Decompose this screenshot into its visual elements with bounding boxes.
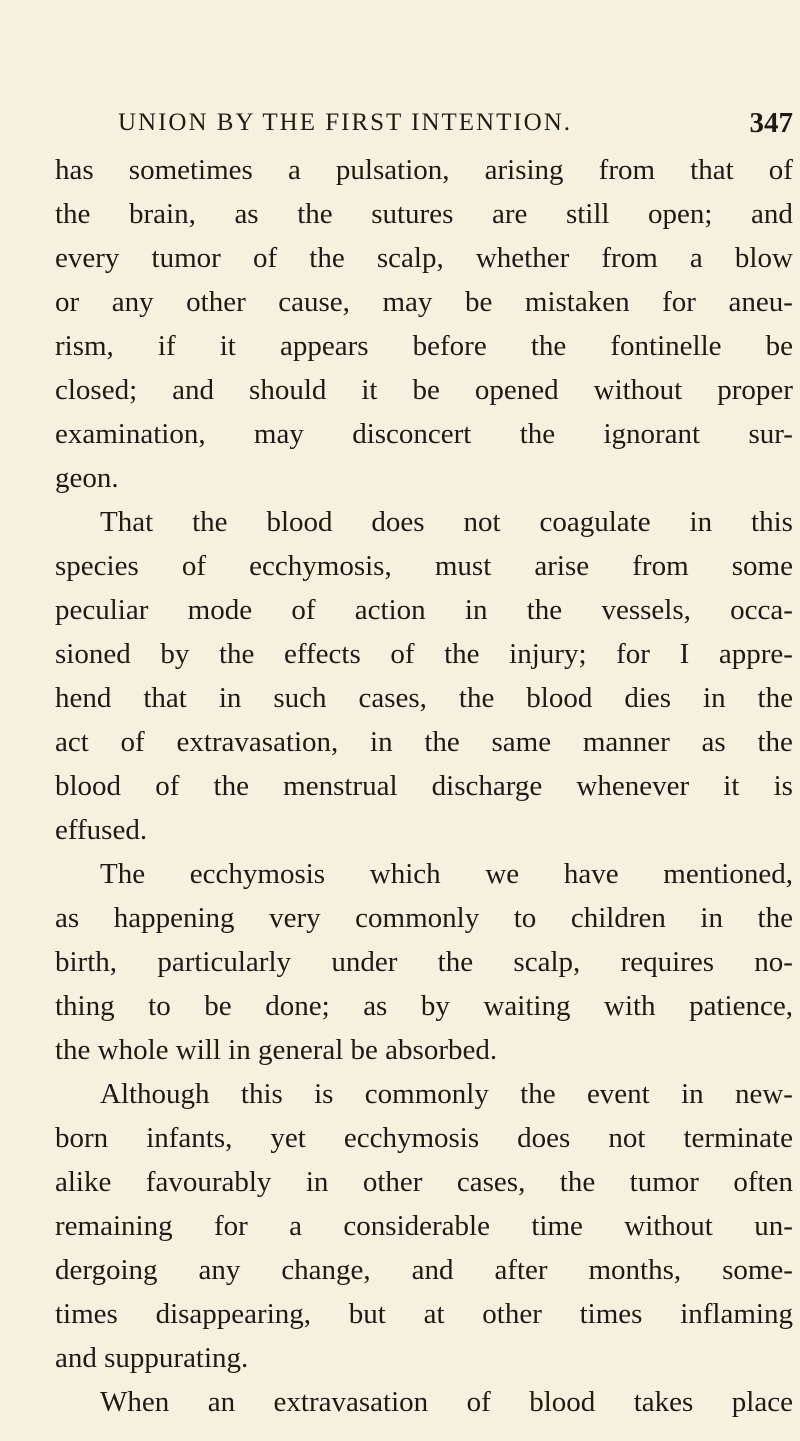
word: is [773, 770, 793, 802]
word: with [604, 990, 656, 1022]
word: as [701, 726, 726, 758]
word: often [733, 1166, 793, 1198]
word: mentioned, [663, 858, 793, 890]
word: same [491, 726, 552, 758]
word: for [662, 286, 696, 318]
word: such [273, 682, 327, 714]
word: does [371, 506, 425, 538]
word: the [559, 1166, 596, 1198]
word: times [55, 1298, 118, 1330]
text-line [55, 324, 793, 368]
word: arise [534, 550, 590, 582]
word: has [55, 154, 94, 186]
word: I [679, 638, 690, 670]
word: times [579, 1298, 643, 1330]
word: extravasation, [176, 726, 339, 758]
word: by [160, 638, 190, 670]
word: Although [100, 1078, 210, 1110]
word: ecchymosis, [249, 550, 392, 582]
word: That [100, 506, 154, 538]
word: commonly [364, 1078, 489, 1110]
word: some [731, 550, 793, 582]
word: by [420, 990, 450, 1022]
body-text [55, 148, 793, 1424]
word: scalp, [376, 242, 444, 274]
word: the [297, 198, 333, 230]
word: have [563, 858, 619, 890]
word: inflaming [680, 1298, 793, 1330]
word: should [249, 374, 327, 406]
word: favourably [145, 1166, 272, 1198]
text-line [55, 1248, 793, 1292]
word: some- [722, 1254, 793, 1286]
word: very [269, 902, 321, 934]
word: that [690, 154, 734, 186]
word: ecchymosis [189, 858, 326, 890]
page-number: 347 [749, 107, 793, 139]
word: of [252, 242, 278, 274]
word: rism, [55, 330, 114, 362]
word: are [491, 198, 528, 230]
word: or [55, 286, 80, 318]
word: born [55, 1122, 109, 1154]
word: blow [734, 242, 793, 274]
word: months, [588, 1254, 682, 1286]
word: that [143, 682, 187, 714]
word: and [411, 1254, 454, 1286]
word: in [218, 682, 242, 714]
word: effects [283, 638, 361, 670]
word: after [494, 1254, 548, 1286]
word: as [55, 902, 80, 934]
text-line: and suppurating. [55, 1342, 249, 1374]
running-title: UNION BY THE FIRST INTENTION. [118, 109, 573, 136]
text-line [55, 764, 793, 808]
word: event [586, 1078, 650, 1110]
word: is [314, 1078, 334, 1110]
word: without [593, 374, 683, 406]
word: from [598, 154, 656, 186]
word: tumor [151, 242, 221, 274]
word: blood [526, 682, 593, 714]
word: as [234, 198, 259, 230]
word: the [437, 946, 474, 978]
word: When [100, 1386, 170, 1418]
word: the [530, 330, 567, 362]
word: and [751, 198, 793, 230]
text-line [55, 676, 793, 720]
word: in [305, 1166, 329, 1198]
word: of [181, 550, 207, 582]
text-line [55, 1072, 793, 1116]
word: be [464, 286, 493, 318]
word: of [466, 1386, 491, 1418]
word: the [520, 1078, 556, 1110]
word: species [55, 550, 139, 582]
word: cause, [278, 286, 350, 318]
text-line [55, 192, 793, 236]
word: the [444, 638, 480, 670]
word: cases, [358, 682, 427, 714]
word: other [186, 286, 246, 318]
word: blood [266, 506, 333, 538]
text-line [55, 236, 793, 280]
word: a [689, 242, 703, 274]
text-line [55, 1116, 793, 1160]
word: the [757, 682, 793, 714]
word: proper [717, 374, 793, 406]
word: we [485, 858, 520, 890]
word: occa- [730, 594, 793, 626]
word: any [111, 286, 154, 318]
word: sometimes [128, 154, 253, 186]
word: dergoing [55, 1254, 158, 1286]
word: it [219, 330, 236, 362]
word: appears [279, 330, 369, 362]
word: children [570, 902, 666, 934]
word: but [348, 1298, 386, 1330]
word: blood [55, 770, 122, 802]
word: opened [474, 374, 559, 406]
word: brain, [129, 198, 196, 230]
word: under [331, 946, 398, 978]
word: to [148, 990, 171, 1022]
word: in [681, 1078, 704, 1110]
word: sur- [748, 418, 793, 450]
word: aneu- [728, 286, 793, 318]
word: action [354, 594, 426, 626]
word: may [253, 418, 304, 450]
word: sutures [371, 198, 454, 230]
word: from [632, 550, 689, 582]
word: thing [55, 990, 115, 1022]
word: an [207, 1386, 236, 1418]
word: for [213, 1210, 248, 1242]
word: at [423, 1298, 445, 1330]
word: every [55, 242, 120, 274]
word: sioned [55, 638, 131, 670]
word: cases, [456, 1166, 526, 1198]
word: coagulate [539, 506, 651, 538]
word: this [751, 506, 793, 538]
word: any [198, 1254, 241, 1286]
word: peculiar [55, 594, 149, 626]
text-line [55, 280, 793, 324]
text-line [55, 500, 793, 544]
text-line: geon. [55, 462, 119, 494]
word: if [157, 330, 176, 362]
word: blood [529, 1386, 596, 1418]
word: fontinelle [610, 330, 722, 362]
word: to [513, 902, 537, 934]
word: un- [754, 1210, 793, 1242]
word: mode [187, 594, 253, 626]
word: for [616, 638, 650, 670]
text-line: the whole will in general be absorbed. [55, 1034, 498, 1066]
word: alike [55, 1166, 112, 1198]
word: the [526, 594, 563, 626]
word: disconcert [352, 418, 472, 450]
text-line [55, 1292, 793, 1336]
text-line [55, 544, 793, 588]
word: be [204, 990, 232, 1022]
text-line [55, 632, 793, 676]
word: without [624, 1210, 713, 1242]
word: be [765, 330, 793, 362]
word: whenever [576, 770, 690, 802]
word: the [218, 638, 255, 670]
word: disappearing, [155, 1298, 312, 1330]
text-line [55, 412, 793, 456]
word: in [689, 506, 713, 538]
word: be [412, 374, 440, 406]
word: this [240, 1078, 283, 1110]
word: time [531, 1210, 583, 1242]
word: extravasation [273, 1386, 429, 1418]
word: dies [624, 682, 672, 714]
word: remaining [55, 1210, 173, 1242]
word: a [289, 1210, 303, 1242]
word: ignorant [603, 418, 701, 450]
word: takes [633, 1386, 694, 1418]
text-line [55, 1160, 793, 1204]
word: place [731, 1386, 793, 1418]
word: which [369, 858, 441, 890]
text-line [55, 588, 793, 632]
word: arising [484, 154, 564, 186]
word: from [601, 242, 658, 274]
word: hend [55, 682, 112, 714]
word: it [723, 770, 740, 802]
word: patience, [689, 990, 793, 1022]
word: whether [475, 242, 570, 274]
word: before [412, 330, 487, 362]
text-line [55, 368, 793, 412]
word: the [192, 506, 228, 538]
word: the [757, 726, 793, 758]
word: no- [754, 946, 793, 978]
word: of [120, 726, 145, 758]
word: tumor [629, 1166, 699, 1198]
word: birth, [55, 946, 118, 978]
word: the [55, 198, 91, 230]
word: act [55, 726, 89, 758]
word: happening [113, 902, 235, 934]
word: open; [648, 198, 713, 230]
text-line [55, 1204, 793, 1248]
word: of [390, 638, 415, 670]
word: new- [734, 1078, 793, 1110]
word: it [361, 374, 378, 406]
word: infants, [146, 1122, 233, 1154]
word: examination, [55, 418, 206, 450]
word: manner [582, 726, 670, 758]
word: The [100, 858, 146, 890]
word: the [519, 418, 556, 450]
word: change, [281, 1254, 371, 1286]
running-head [55, 103, 793, 143]
word: other [482, 1298, 542, 1330]
word: may [382, 286, 433, 318]
word: discharge [431, 770, 543, 802]
word: of [155, 770, 180, 802]
word: considerable [343, 1210, 490, 1242]
word: not [608, 1122, 646, 1154]
word: in [464, 594, 488, 626]
word: commonly [355, 902, 480, 934]
word: particularly [157, 946, 292, 978]
text-line [55, 940, 793, 984]
word: pulsation, [335, 154, 450, 186]
word: as [363, 990, 388, 1022]
word: closed; [55, 374, 138, 406]
text-line [55, 896, 793, 940]
word: and [172, 374, 215, 406]
word: yet [270, 1122, 306, 1154]
text-line [55, 1380, 793, 1424]
word: of [291, 594, 316, 626]
word: appre- [718, 638, 793, 670]
word: the [424, 726, 460, 758]
word: a [287, 154, 301, 186]
text-line: effused. [55, 814, 148, 846]
word: in [370, 726, 393, 758]
word: scalp, [513, 946, 581, 978]
text-line [55, 852, 793, 896]
word: terminate [683, 1122, 793, 1154]
word: the [458, 682, 495, 714]
word: the [213, 770, 249, 802]
word: the [757, 902, 793, 934]
word: waiting [483, 990, 571, 1022]
word: must [434, 550, 492, 582]
word: ecchymosis [343, 1122, 480, 1154]
word: the [309, 242, 345, 274]
word: vessels, [601, 594, 691, 626]
word: still [565, 198, 610, 230]
word: mistaken [524, 286, 630, 318]
word: in [703, 682, 726, 714]
word: of [768, 154, 793, 186]
word: requires [620, 946, 714, 978]
word: in [700, 902, 723, 934]
word: not [463, 506, 501, 538]
word: menstrual [283, 770, 398, 802]
word: injury; [509, 638, 587, 670]
word: does [517, 1122, 571, 1154]
word: done; [265, 990, 330, 1022]
text-line [55, 720, 793, 764]
text-line [55, 148, 793, 192]
word: other [362, 1166, 423, 1198]
text-line [55, 984, 793, 1028]
